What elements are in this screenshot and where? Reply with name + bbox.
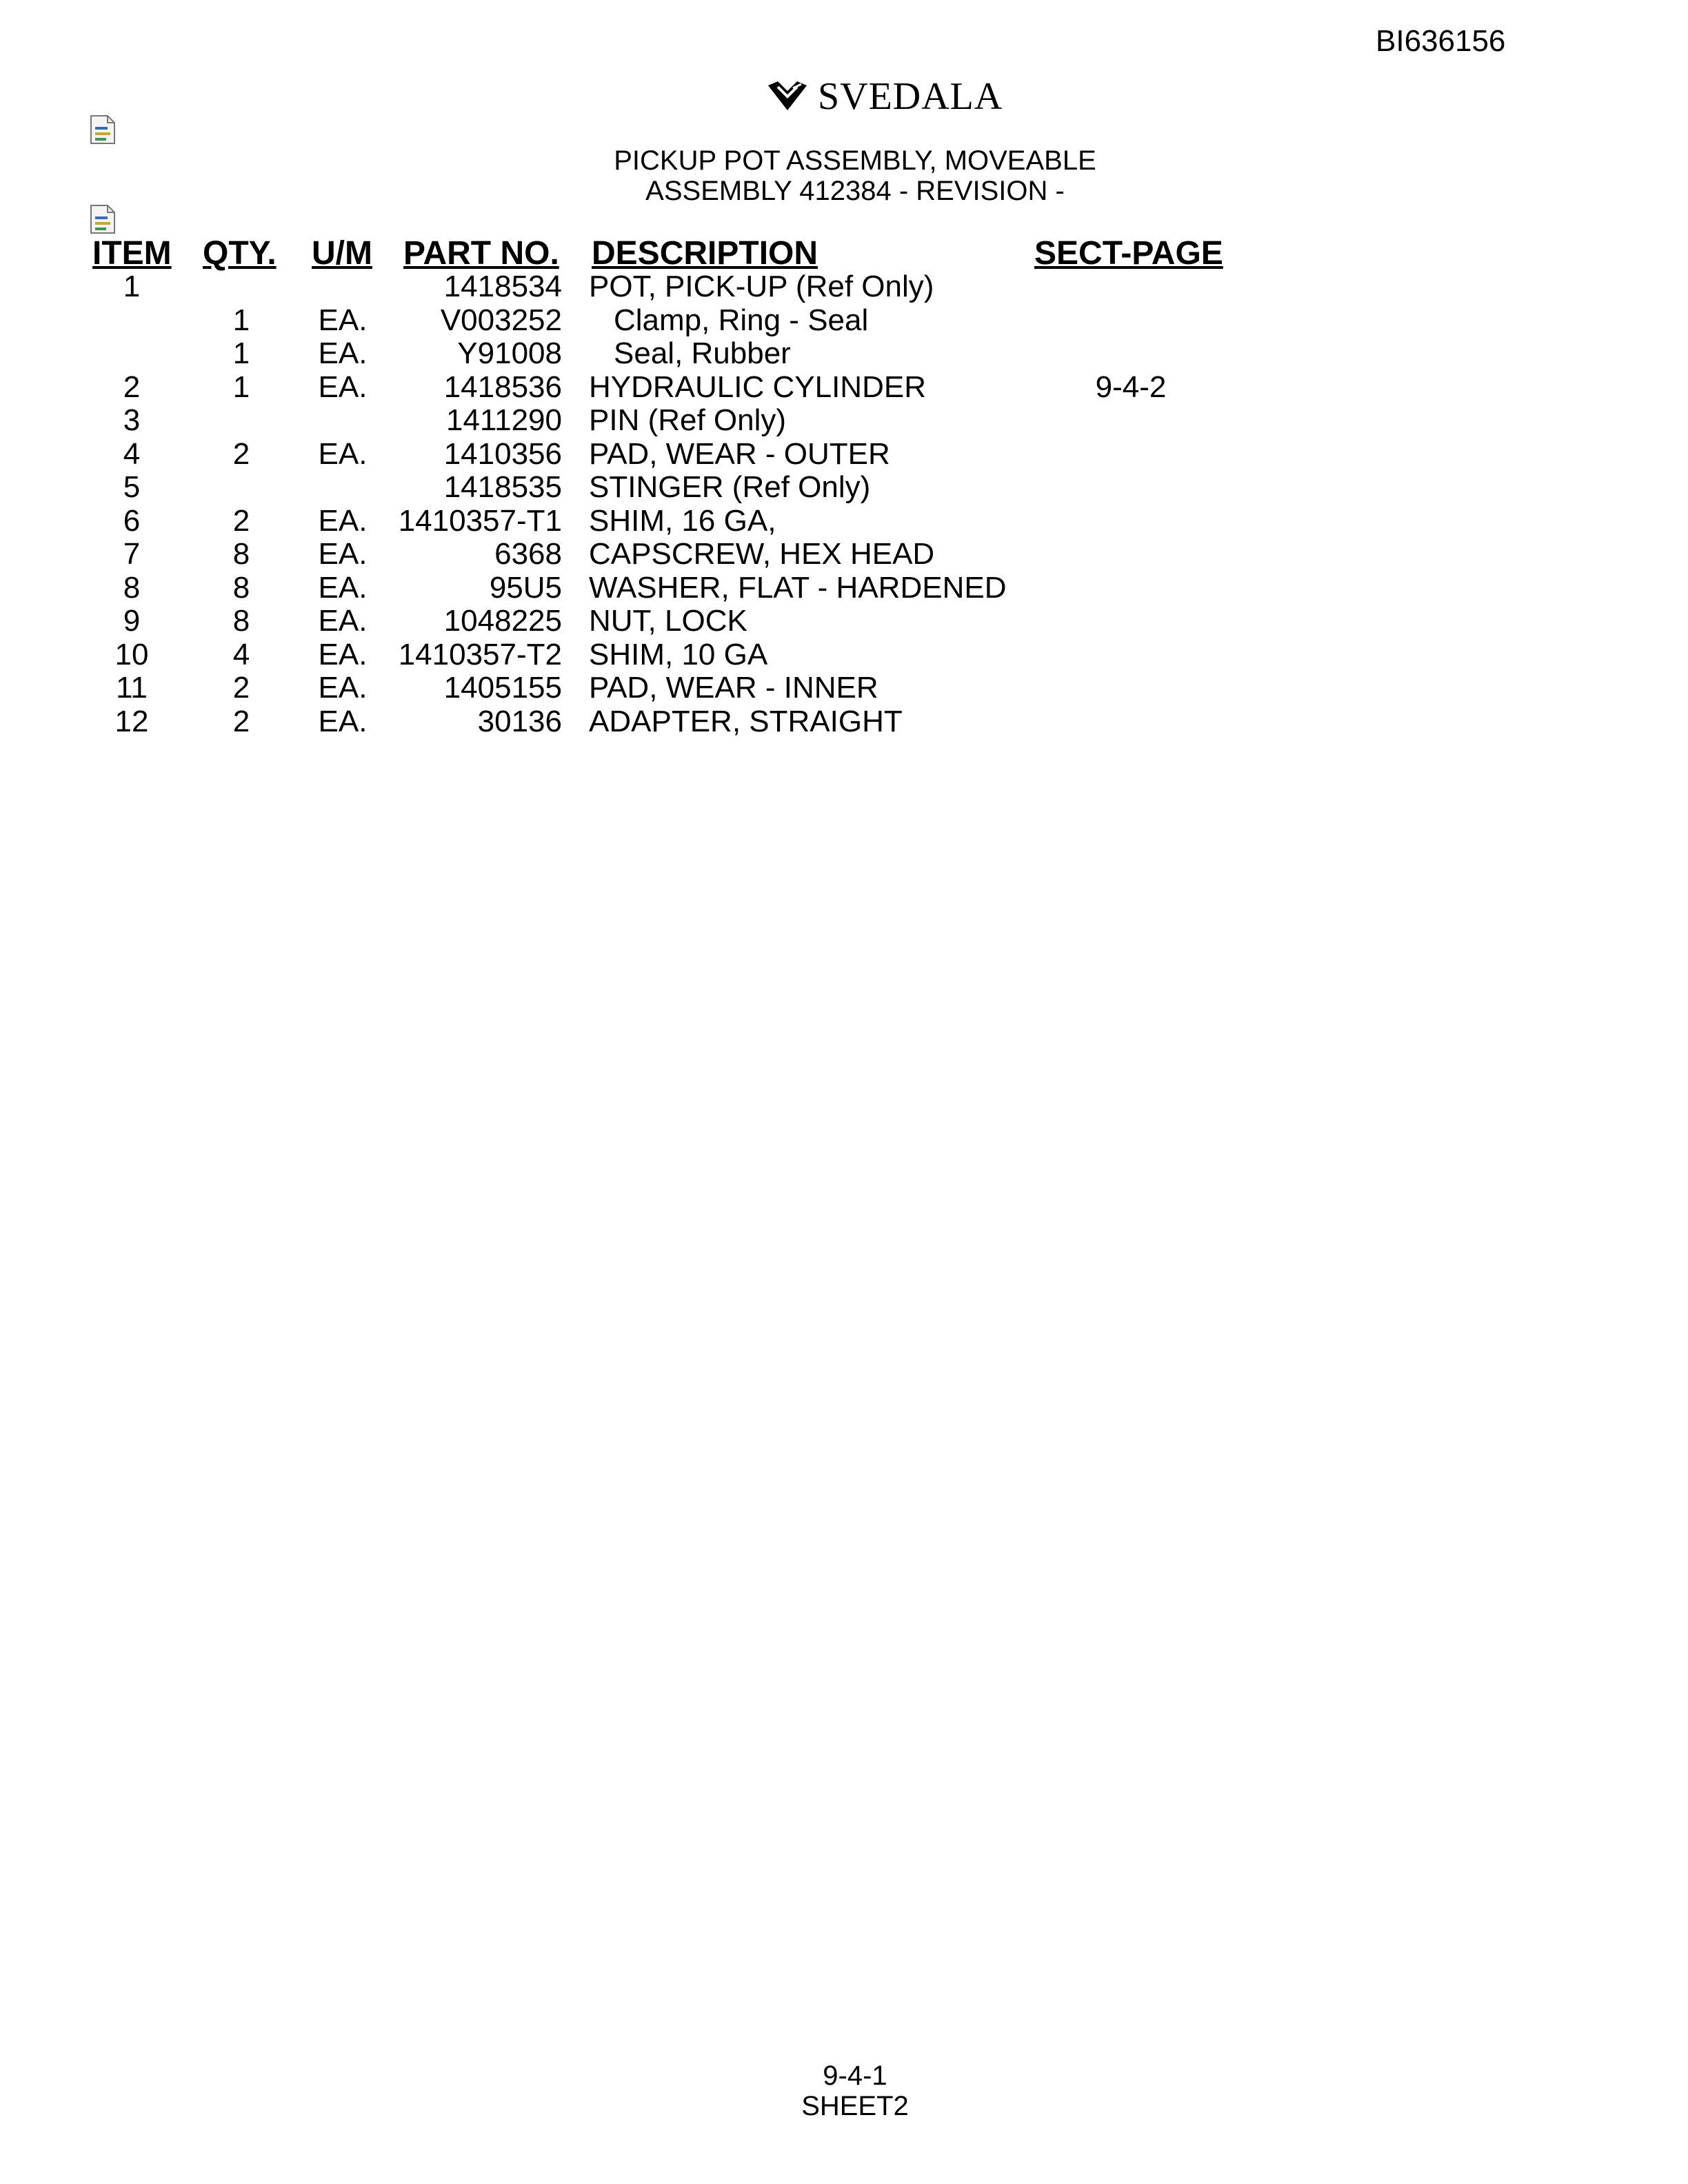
cell-part-no: 30136 (477, 704, 562, 738)
cell-qty: 8 (232, 604, 250, 638)
column-header-item: ITEM (92, 235, 172, 272)
cell-description: Clamp, Ring - Seal (614, 303, 869, 337)
cell-um: EA. (318, 336, 368, 370)
cell-item: 7 (123, 537, 141, 571)
table-row (0, 705, 1688, 739)
cell-description: PIN (Ref Only) (589, 403, 787, 437)
cell-um: EA. (318, 436, 368, 471)
cell-qty: 2 (232, 503, 250, 538)
document-title: PICKUP POT ASSEMBLY, MOVEABLE (614, 145, 1096, 176)
table-row (0, 371, 1688, 405)
cell-um: EA. (318, 570, 368, 605)
cell-um: EA. (318, 704, 368, 738)
cell-um: EA. (318, 303, 368, 337)
document-icon (90, 204, 116, 234)
cell-part-no: 1048225 (443, 604, 562, 638)
cell-description: STINGER (Ref Only) (589, 470, 871, 504)
cell-description: PAD, WEAR - OUTER (589, 436, 890, 471)
table-row (0, 505, 1688, 538)
column-header-um: U/M (312, 235, 372, 272)
cell-part-no: 1405155 (443, 671, 562, 705)
cell-qty: 2 (232, 704, 250, 738)
cell-part-no: V003252 (440, 303, 562, 337)
cell-description: HYDRAULIC CYLINDER (589, 370, 926, 404)
cell-part-no: 1411290 (445, 403, 562, 437)
cell-item: 2 (123, 370, 141, 404)
cell-item: 5 (123, 470, 141, 504)
table-row (0, 471, 1688, 505)
cell-description: POT, PICK-UP (Ref Only) (589, 270, 934, 303)
cell-qty: 8 (232, 570, 250, 605)
cell-um: EA. (318, 537, 368, 571)
cell-part-no: 1418535 (443, 470, 562, 504)
cell-um: EA. (318, 604, 368, 638)
table-row (0, 438, 1688, 472)
cell-qty: 2 (232, 671, 250, 705)
table-row (0, 270, 1688, 304)
brand-logo (765, 74, 1003, 119)
cell-qty: 8 (232, 537, 250, 571)
cell-description: SHIM, 10 GA (589, 637, 768, 671)
table-row (0, 304, 1688, 338)
document-icon (90, 114, 116, 145)
cell-part-no: 1418534 (443, 270, 562, 303)
cell-part-no: 1410357-T2 (398, 637, 562, 671)
cell-part-no: 6368 (494, 537, 562, 571)
cell-description: Seal, Rubber (614, 336, 791, 370)
column-header-part-no: PART NO. (403, 235, 559, 272)
table-row (0, 638, 1688, 672)
cell-um: EA. (318, 370, 368, 404)
parts-table (0, 270, 1688, 738)
cell-description: PAD, WEAR - INNER (589, 671, 878, 705)
cell-item: 11 (116, 671, 148, 705)
cell-qty: 2 (232, 436, 250, 471)
cell-qty: 1 (232, 370, 250, 404)
cell-item: 6 (123, 503, 141, 538)
document-subtitle: ASSEMBLY 412384 - REVISION - (645, 176, 1065, 206)
cell-part-no: 1410357-T1 (398, 503, 562, 538)
cell-item: 10 (114, 637, 149, 671)
cell-qty: 1 (232, 303, 250, 337)
table-row (0, 671, 1688, 705)
cell-description: SHIM, 16 GA, (589, 503, 776, 538)
cell-description: NUT, LOCK (589, 604, 747, 638)
cell-part-no: 95U5 (489, 570, 562, 605)
cell-part-no: 1410356 (443, 436, 562, 471)
cell-item: 3 (123, 403, 141, 437)
cell-part-no: 1418536 (443, 370, 562, 404)
page-reference: 9-4-1 (823, 2061, 887, 2091)
document-id: BI636156 (1376, 24, 1506, 58)
cell-item: 12 (114, 704, 149, 738)
column-header-description: DESCRIPTION (592, 235, 818, 272)
cell-um: EA. (318, 503, 368, 538)
table-row (0, 605, 1688, 638)
cell-qty: 4 (232, 637, 250, 671)
sheet-label: SHEET2 (801, 2091, 909, 2121)
cell-sect-page: 9-4-2 (1095, 370, 1167, 404)
cell-description: ADAPTER, STRAIGHT (589, 704, 903, 738)
cell-part-no: Y91008 (457, 336, 562, 370)
table-row (0, 572, 1688, 605)
cell-qty: 1 (232, 336, 250, 370)
svedala-logo-icon (765, 79, 814, 114)
cell-item: 4 (123, 436, 141, 471)
cell-description: CAPSCREW, HEX HEAD (589, 537, 935, 571)
brand-name: SVEDALA (818, 75, 1003, 118)
cell-item: 9 (123, 604, 141, 638)
table-row (0, 337, 1688, 371)
cell-um: EA. (318, 637, 368, 671)
table-row (0, 538, 1688, 572)
cell-description: WASHER, FLAT - HARDENED (589, 570, 1007, 605)
cell-um: EA. (318, 671, 368, 705)
column-header-qty: QTY. (203, 235, 277, 272)
table-row (0, 404, 1688, 438)
cell-item: 1 (123, 270, 141, 303)
cell-item: 8 (123, 570, 141, 605)
column-header-sect-page: SECT-PAGE (1034, 235, 1223, 272)
